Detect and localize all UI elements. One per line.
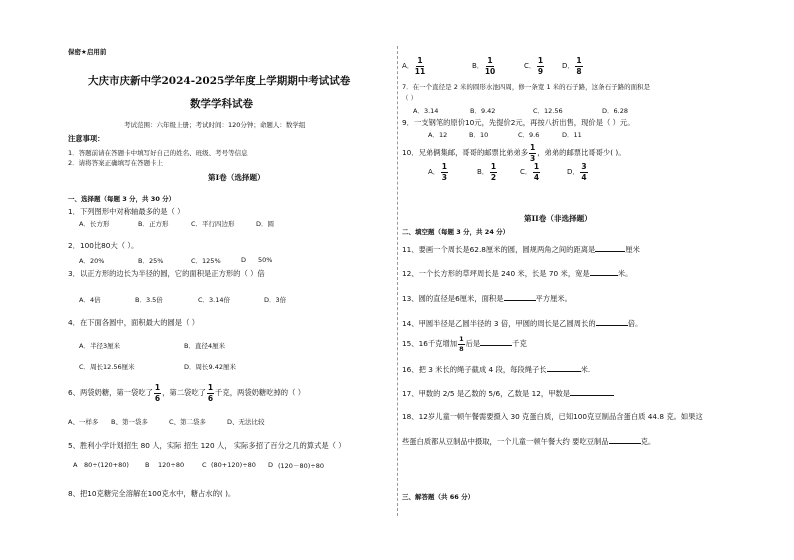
q6-option-c[interactable]: C、第二袋多 [169,418,207,426]
question-6-stem [68,384,305,402]
q5-option-a-letter[interactable]: A [73,461,78,469]
q4-option-a[interactable]: A．半径3厘米 [79,342,121,350]
note-item: 1．答题前请在答题卡中填写好自己的姓名、班级、考号等信息 [68,149,248,157]
q5-option-d[interactable]: (120－80)÷80 [278,462,324,470]
column-divider [397,46,398,516]
secret-label: 保密★启用前 [68,48,107,56]
question-10-stem: 10．兄弟俩集邮，哥哥的邮票比弟弟多 $\frac{1}{3}$ ，弟弟的邮票比哥哥少( )。 [402,143,626,163]
q2-option-d[interactable]: 50% [258,256,273,264]
question-18-line-1: 18、12岁儿童一顿午餐需要摄入 30 克蛋白质，已知100克豆制品含蛋白质 44.8 克。如果这 [402,412,703,421]
question-7-stem-cont: （ ） [402,94,418,102]
q7-value-b[interactable]: B．9.42 [470,107,496,115]
question-11: 11、要画一个周长是62.8厘米的圆，圆规两角之间的距离是 厘米 [402,245,640,254]
q16-answer-blank[interactable] [547,364,581,372]
q9-option-a[interactable]: A．12 [428,131,448,139]
q9-option-d[interactable]: D．11 [562,131,582,139]
q6-option-a[interactable]: A、一样多 [68,418,99,426]
question-1-stem: 1．下列图形中对称轴最多的是（ ） [68,207,185,216]
q4-option-c[interactable]: C．周长12.56厘米 [79,363,135,371]
q2-option-c[interactable]: C．125% [191,257,221,265]
q10-option-d[interactable]: D． $\frac{3}{4}$ [567,162,587,182]
q2-option-d-letter[interactable]: D [241,256,247,264]
q7-option-d[interactable]: D． $\frac{1}{8}$ [562,56,582,76]
q2-option-b[interactable]: B．25% [138,257,164,265]
q4-option-d[interactable]: D．周长9.42厘米 [184,363,236,371]
question-16: 16、把 3 米长的绳子截成 4 段，每段绳子长 米. [402,365,591,374]
q5-option-c[interactable]: (80+120)÷80 [211,461,256,469]
q6-fraction-2: $\frac{1}{6}$ [207,383,214,403]
q9-option-b[interactable]: B．10 [469,131,489,139]
q9-option-c[interactable]: C．9.6 [518,131,540,139]
q13-answer-blank[interactable] [504,293,536,301]
q6-option-b[interactable]: B、第一袋多 [111,418,148,426]
q7-option-b[interactable]: B． $\frac{1}{10}$ [472,56,496,76]
question-4-stem: 4．在下面各圆中，面积最大的圆是（ ） [68,318,200,327]
q6-text-3: 千克，两袋奶糖吃掉的（ ） [215,388,306,397]
q1-option-a[interactable]: A．长方形 [79,220,110,228]
q5-option-d-letter[interactable]: D [268,461,274,469]
question-14: 14、甲圆半径是乙圆半径的 3 倍，甲圆的周长是乙圆周长的 倍。 [402,319,643,328]
exam-title: 大庆市庆新中学2024-2025学年度上学期期中考试试卷 [88,75,351,87]
q7-option-c[interactable]: C． $\frac{1}{9}$ [524,56,544,76]
exam-info: 考试范围：六年级上册；考试时间：120分钟；命题人：数学组 [124,121,306,129]
q15-fraction: $\frac{1}{8}$ [459,335,464,353]
question-9-stem: 9．一支钢笔的原价10元，先提价2元，再按八折出售，现价是（ ）元。 [402,118,635,127]
q11-answer-blank[interactable] [595,244,625,252]
q7-value-d[interactable]: D．6.28 [602,107,628,115]
question-5-stem: 5、胜利小学计划招生 80 人，实际 招生 120 人， 实际多招了百分之几的算式是（ ） [68,441,346,450]
subject-title: 数学学科试卷 [190,98,253,110]
q6-text-2: ，第二袋吃了 [162,388,206,397]
q7-option-a[interactable]: A． $\frac{1}{11}$ [402,56,426,76]
q1-option-b[interactable]: B．正方形 [138,220,169,228]
note-item: 2．请将答案正确填写在答题卡上 [68,159,164,167]
question-7-stem: 7．在一个直径是 2 米的圆形水池四周，修一条宽 1 米的石子路，这条石子路的面积是 [402,83,651,91]
section2-heading: 二、填空题（每题 3 分，共 24 分） [402,228,510,236]
section3-heading: 三、解答题（共 66 分） [402,493,475,501]
q5-option-b-letter[interactable]: B [145,461,150,469]
q3-option-c[interactable]: C．3.14倍 [198,296,231,304]
question-12: 12、一个长方形的草坪周长是 240 米，长是 70 米，宽是 米。 [402,269,633,278]
q10-option-b[interactable]: B． $\frac{1}{2}$ [477,162,497,182]
q5-option-b[interactable]: 120÷80 [158,461,185,469]
question-15: 15、16千克增加 $\frac{1}{8}$ 后是 千克 [402,335,527,353]
q10-option-a[interactable]: A． $\frac{1}{3}$ [428,162,448,182]
q12-answer-blank[interactable] [590,268,618,276]
question-8-stem: 8、把10克糖完全溶解在100克水中，糖占水的( )。 [68,489,236,498]
q14-answer-blank[interactable] [596,318,628,326]
part2-title: 第II卷（非选择题） [524,214,592,223]
q6-text-1: 6、两袋奶糖，第一袋吃了 [68,388,153,397]
q15-answer-blank[interactable] [480,338,512,346]
q5-option-c-letter[interactable]: C [202,461,207,469]
q10-fraction: $\frac{1}{3}$ [530,143,536,163]
q10-option-c[interactable]: C． $\frac{1}{4}$ [520,162,540,182]
q1-option-d[interactable]: D．圆 [256,220,275,228]
q4-option-b[interactable]: B．直径4厘米 [184,342,226,350]
question-13: 13、圆的直径是6厘米，面积是 平方厘米。 [402,294,572,303]
question-18-line-2: 些蛋白质都从豆制品中摄取，一个儿童一顿午餐大约 要吃豆制品 克。 [402,437,656,446]
q6-option-d[interactable]: D、无法比较 [227,418,265,426]
part1-title: 第I卷（选择题） [208,173,265,182]
question-2-stem: 2．100比80大（ ）。 [68,241,139,250]
question-17: 17、甲数的 2/5 是乙数的 5/6，乙数是 12，甲数是 [402,388,614,399]
q5-option-a[interactable]: 80÷(120+80) [84,461,129,469]
q7-value-c[interactable]: C．12.56 [533,107,563,115]
q17-answer-blank[interactable] [570,388,614,396]
question-3-stem: 3．以正方形的边长为半径的圆，它的面积是正方形的（ ）倍 [68,269,265,278]
q1-option-c[interactable]: C．平行四边形 [191,220,235,228]
section1-heading: 一、选择题（每题 3 分，共 30 分） [68,195,176,203]
q3-option-a[interactable]: A．4倍 [79,296,101,304]
q2-option-a[interactable]: A．20% [79,257,105,265]
q6-fraction-1: $\frac{1}{6}$ [154,383,161,403]
q3-option-b[interactable]: B．3.5倍 [135,296,163,304]
q3-option-d[interactable]: D．3倍 [264,296,287,304]
q18-answer-blank[interactable] [609,436,641,444]
q7-value-a[interactable]: A．3.14 [413,107,439,115]
notes-heading: 注意事项： [68,134,105,143]
